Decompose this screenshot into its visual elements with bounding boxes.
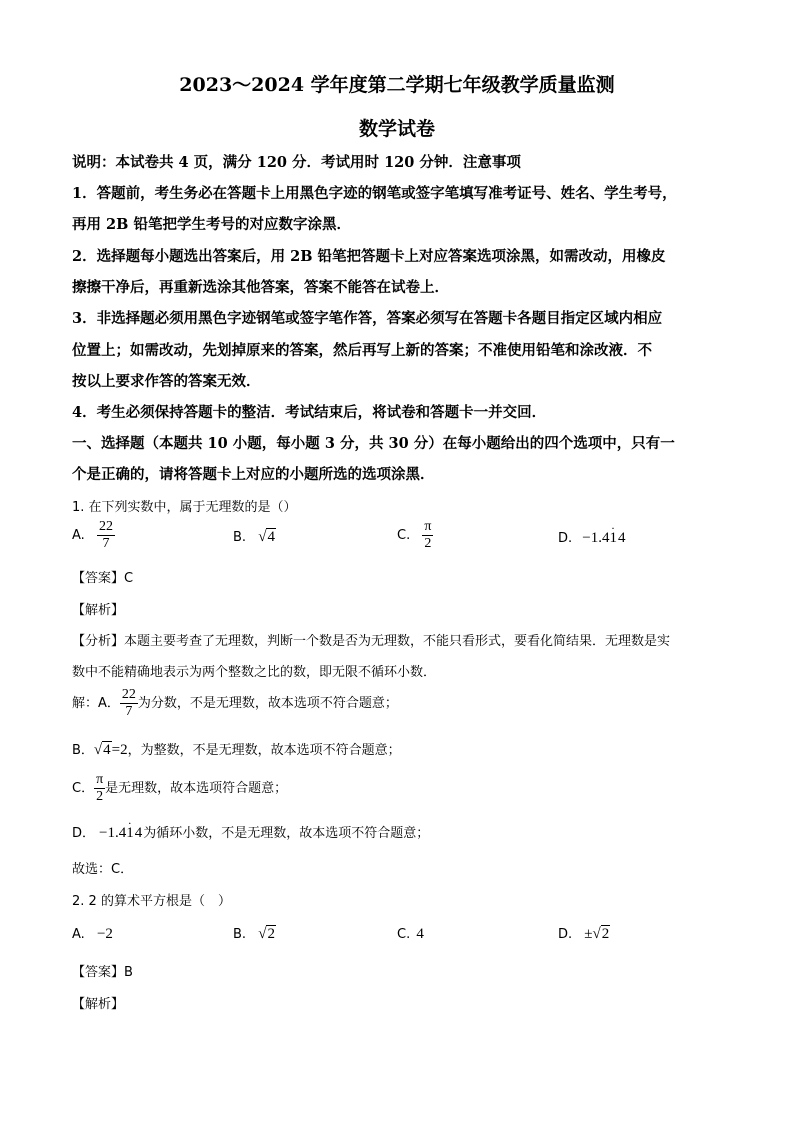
q1-option-d-repeating-digits: . 14 [610, 530, 627, 547]
q1-option-b-sqrt: √4 [258, 529, 275, 545]
q2-option-d [558, 926, 610, 943]
q2-option-c-label: C. [397, 927, 411, 942]
q1-solution-c-text: 是无理数，故本选项符合题意； [105, 781, 288, 796]
q1-option-a [72, 519, 115, 552]
q1-solution-a-fraction [120, 687, 138, 720]
q1-solution-b-radicand: 4 [103, 742, 111, 758]
q1-solution-b-equals: =2 [111, 742, 128, 758]
q1-stem: 1. 在下列实数中，属于无理数的是（） [72, 500, 297, 515]
q2-option-d-plus-minus: ± [584, 926, 593, 942]
q1-solution-b-prefix: B． [72, 743, 94, 758]
q1-option-a-fraction [97, 519, 115, 552]
instruction-2-line2: 擦擦干净后，再重新选涂其他答案，答案不能答在试卷上． [72, 279, 449, 296]
q1-option-b [233, 529, 276, 546]
q1-solution-a-text: 为分数，不是无理数，故本选项不符合题意； [137, 696, 398, 711]
q1-option-b-radicand: 4 [267, 529, 275, 545]
q1-option-a-numerator: 22 [98, 519, 113, 534]
q1-fenxi-line2: 数中不能精确地表示为两个整数之比的数，即无限不循环小数． [72, 665, 437, 680]
q1-solution-c [72, 772, 732, 805]
instruction-3-line3: 按以上要求作答的答案无效． [72, 373, 261, 390]
instruction-4: 4．考生必须保持答题卡的整洁．考试结束后，将试卷和答题卡一并交回． [72, 404, 547, 421]
q1-solution-b [72, 739, 732, 759]
q1-answer: 【答案】C [72, 571, 134, 586]
q2-option-b-radicand: 2 [267, 926, 275, 942]
q1-solution-c-prefix: C． [72, 781, 95, 796]
q1-option-c-label: C. [397, 528, 411, 543]
q2-option-d-sqrt: √2 [592, 926, 610, 942]
q2-analysis-label: 【解析】 [72, 997, 125, 1012]
q1-solution-d-repeating-digits: . 14 [126, 825, 143, 842]
instruction-3-line2: 位置上；如需改动，先划掉原来的答案，然后再写上新的答案；不准使用铅笔和涂改液．不 [72, 342, 652, 359]
instruction-3-line1: 3．非选择题必须用黑色字迹钢笔或签字笔作答，答案必须写在答题卡各题目指定区域内相应 [72, 310, 663, 327]
q2-option-b-label: B. [233, 927, 247, 942]
q1-solution-d [72, 822, 732, 842]
q1-solution-a-prefix: 解：A． [72, 696, 120, 711]
q1-conclusion: 故选：C． [72, 862, 134, 877]
q2-option-a-label: A. [72, 927, 85, 942]
q1-solution-c-numerator: π [96, 772, 104, 787]
q1-solution-d-number: −1.4 [99, 825, 127, 841]
q1-solution-a-numerator: 22 [121, 687, 136, 702]
q1-option-d [558, 530, 627, 547]
q1-option-b-label: B. [233, 530, 247, 545]
q1-option-c-denominator: 2 [422, 535, 433, 552]
q1-solution-c-fraction [94, 772, 105, 805]
q1-solution-d-prefix: D． [72, 826, 96, 841]
exam-subtitle: 数学试卷 [358, 118, 435, 140]
instruction-1-line2: 再用 2B 铅笔把学生考号的对应数字涂黑． [72, 216, 351, 233]
q1-analysis-label: 【解析】 [72, 603, 125, 618]
q1-solution-a [72, 687, 732, 720]
q1-solution-c-denominator: 2 [94, 788, 105, 805]
q1-fenxi-line1: 【分析】本题主要考查了无理数，判断一个数是否为无理数，不能只看形式，要看化简结果．无理数是实 [72, 634, 671, 649]
instructions-intro: 说明：本试卷共 4 页，满分 120 分．考试用时 120 分钟．注意事项 [72, 154, 521, 171]
q1-solution-d-text: 为循环小数，不是无理数，故本选项不符合题意； [143, 826, 430, 841]
q1-solution-b-text: ，为整数，不是无理数，故本选项不符合题意； [127, 743, 401, 758]
q2-option-d-label: D. [558, 927, 573, 942]
section-1-heading-line1: 一、选择题（本题共 10 小题，每小题 3 分，共 30 分）在每小题给出的四个选项中，只有一 [72, 435, 675, 452]
q2-answer: 【答案】B [72, 965, 133, 980]
q2-option-a-value: −2 [96, 926, 113, 942]
q1-option-c-numerator: π [424, 519, 432, 534]
instruction-1-line1: 1．答题前，考生务必在答题卡上用黑色字迹的钢笔或签字笔填写准考证号、姓名、学生考号， [72, 185, 677, 202]
q1-option-d-label: D. [558, 531, 573, 546]
q2-option-d-radicand: 2 [601, 926, 610, 942]
q1-solution-a-denominator: 7 [120, 703, 138, 720]
exam-title: 2023～2024 学年度第二学期七年级教学质量监测 [179, 74, 615, 96]
q1-solution-b-sqrt: √4 [93, 742, 111, 758]
q1-option-c-fraction [422, 519, 433, 552]
q1-option-a-denominator: 7 [97, 535, 115, 552]
q2-option-b [233, 926, 276, 943]
q1-solution-d-value [99, 825, 143, 841]
section-1-heading-line2: 个是正确的，请将答题卡上对应的小题所选的选项涂黑． [72, 466, 435, 483]
q2-option-c-value: 4 [416, 926, 424, 942]
q1-option-d-prefix: −1.4 [582, 530, 610, 546]
instruction-2-line1: 2．选择题每小题选出答案后，用 2B 铅笔把答题卡上对应答案选项涂黑，如需改动，用橡皮 [72, 248, 666, 265]
q2-option-a [72, 926, 113, 943]
q1-option-a-label: A. [72, 528, 85, 543]
q1-option-c [397, 519, 433, 552]
q2-option-c [397, 926, 424, 943]
q2-option-b-sqrt: √2 [258, 926, 275, 942]
q2-stem: 2. 2 的算术平方根是（ ） [72, 894, 231, 909]
q1-option-d-value [582, 530, 626, 546]
